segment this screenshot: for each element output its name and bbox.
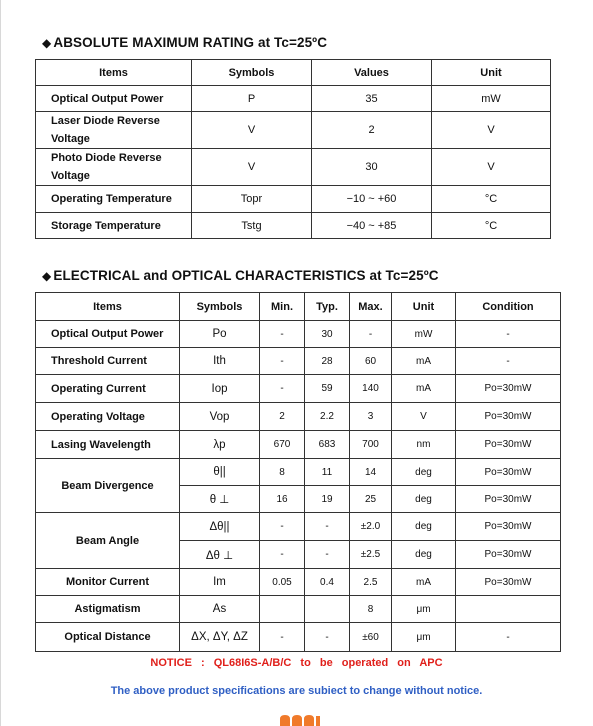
- row-typ: -: [305, 541, 350, 569]
- row-typ: 30: [305, 321, 350, 348]
- row-typ: [305, 596, 350, 623]
- row-unit: mA: [392, 569, 456, 596]
- row-symbol: Iop: [180, 375, 260, 403]
- row-min: -: [260, 541, 305, 569]
- table-row: [36, 623, 561, 652]
- table-row: [36, 213, 551, 239]
- row-value: 2: [312, 112, 432, 149]
- row-min: -: [260, 513, 305, 541]
- row-condition: -: [456, 321, 561, 348]
- row-unit: deg: [392, 513, 456, 541]
- row-condition: -: [456, 623, 561, 652]
- row-item: Operating Temperature: [36, 186, 192, 213]
- row-min: -: [260, 623, 305, 652]
- row-symbol: Δθ ⊥: [180, 541, 260, 569]
- row-max: 60: [350, 348, 392, 375]
- row-symbol: λp: [180, 431, 260, 459]
- table-row: [36, 596, 561, 623]
- row-unit: deg: [392, 541, 456, 569]
- section2-title-text: ELECTRICAL and OPTICAL CHARACTERISTICS at Tc=25ºC: [53, 268, 439, 283]
- row-value: −10 ~ +60: [312, 186, 432, 213]
- row-unit: V: [432, 112, 551, 149]
- row-item: Optical Output Power: [36, 86, 192, 112]
- table-row: [36, 569, 561, 596]
- row-condition: Po=30mW: [456, 459, 561, 486]
- row-typ: -: [305, 513, 350, 541]
- row-symbol: Δθ||: [180, 513, 260, 541]
- row-max: ±2.0: [350, 513, 392, 541]
- row-item: Beam Divergence: [36, 459, 180, 513]
- row-item: Astigmatism: [36, 596, 180, 623]
- row-condition: Po=30mW: [456, 569, 561, 596]
- row-symbol: ΔX, ΔY, ΔZ: [180, 623, 260, 652]
- row-item: Optical Output Power: [36, 321, 180, 348]
- row-unit: mA: [392, 348, 456, 375]
- row-item: Operating Current: [36, 375, 180, 403]
- row-condition: -: [456, 348, 561, 375]
- electrical-optical-table: [35, 292, 561, 652]
- notice-text: NOTICE : QL68I6S-A/B/C to be operated on APC: [150, 657, 443, 669]
- row-value: 30: [312, 149, 432, 186]
- row-condition: Po=30mW: [456, 541, 561, 569]
- header-min: Min.: [260, 293, 305, 321]
- row-item: Storage Temperature: [36, 213, 192, 239]
- row-unit: °C: [432, 213, 551, 239]
- row-unit: deg: [392, 486, 456, 513]
- row-condition: Po=30mW: [456, 486, 561, 513]
- row-max: 3: [350, 403, 392, 431]
- table-row: [36, 431, 561, 459]
- row-item: Operating Voltage: [36, 403, 180, 431]
- header-items: Items: [36, 293, 180, 321]
- row-max: ±2.5: [350, 541, 392, 569]
- row-min: 8: [260, 459, 305, 486]
- row-item: Lasing Wavelength: [36, 431, 180, 459]
- row-symbol: Im: [180, 569, 260, 596]
- row-max: 25: [350, 486, 392, 513]
- table-row: [36, 513, 561, 541]
- header-values: Values: [312, 60, 432, 86]
- row-symbol: P: [192, 86, 312, 112]
- row-unit: mW: [392, 321, 456, 348]
- row-unit: mW: [432, 86, 551, 112]
- header-symbols: Symbols: [180, 293, 260, 321]
- row-max: 2.5: [350, 569, 392, 596]
- diamond-bullet-icon: ◆: [42, 36, 52, 50]
- table-row: [36, 112, 551, 149]
- table-row: [36, 149, 551, 186]
- row-item: Threshold Current: [36, 348, 180, 375]
- row-symbol: V: [192, 112, 312, 149]
- row-condition: Po=30mW: [456, 403, 561, 431]
- row-symbol: Ith: [180, 348, 260, 375]
- company-logo: [280, 713, 320, 726]
- header-unit: Unit: [392, 293, 456, 321]
- row-min: 2: [260, 403, 305, 431]
- row-condition: [456, 596, 561, 623]
- logo-icon: [280, 713, 320, 726]
- table-row: [36, 403, 561, 431]
- row-max: 140: [350, 375, 392, 403]
- row-condition: Po=30mW: [456, 375, 561, 403]
- row-item: Laser Diode Reverse Voltage: [36, 112, 192, 149]
- table-row: [36, 348, 561, 375]
- table-row: [36, 86, 551, 112]
- row-typ: 683: [305, 431, 350, 459]
- row-typ: 2.2: [305, 403, 350, 431]
- row-max: 14: [350, 459, 392, 486]
- row-min: -: [260, 375, 305, 403]
- row-unit: °C: [432, 186, 551, 213]
- row-symbol: As: [180, 596, 260, 623]
- row-unit: μm: [392, 596, 456, 623]
- row-max: -: [350, 321, 392, 348]
- row-symbol: Topr: [192, 186, 312, 213]
- row-typ: -: [305, 623, 350, 652]
- row-min: -: [260, 321, 305, 348]
- table-header-row: [36, 60, 551, 86]
- left-border-line: [0, 0, 1, 726]
- row-typ: 0.4: [305, 569, 350, 596]
- section1-title-text: ABSOLUTE MAXIMUM RATING at Tc=25ºC: [53, 35, 328, 50]
- row-min: 16: [260, 486, 305, 513]
- row-unit: deg: [392, 459, 456, 486]
- spec-change-notice: The above product specifications are subiect to change without notice.: [110, 685, 483, 697]
- row-typ: 59: [305, 375, 350, 403]
- row-unit: mA: [392, 375, 456, 403]
- row-symbol: V: [192, 149, 312, 186]
- row-min: 670: [260, 431, 305, 459]
- table-row: [36, 375, 561, 403]
- header-condition: Condition: [456, 293, 561, 321]
- header-unit: Unit: [432, 60, 551, 86]
- row-item: Photo Diode Reverse Voltage: [36, 149, 192, 186]
- row-symbol: θ ⊥: [180, 486, 260, 513]
- row-max: 700: [350, 431, 392, 459]
- section2-title: [42, 268, 439, 283]
- row-min: -: [260, 348, 305, 375]
- header-items: Items: [36, 60, 192, 86]
- section1-title: [42, 35, 327, 50]
- row-item: Beam Angle: [36, 513, 180, 569]
- row-value: −40 ~ +85: [312, 213, 432, 239]
- row-typ: 28: [305, 348, 350, 375]
- row-unit: nm: [392, 431, 456, 459]
- row-min: [260, 596, 305, 623]
- row-typ: 11: [305, 459, 350, 486]
- row-typ: 19: [305, 486, 350, 513]
- table-row: [36, 459, 561, 486]
- row-max: 8: [350, 596, 392, 623]
- row-condition: Po=30mW: [456, 431, 561, 459]
- row-symbol: Tstg: [192, 213, 312, 239]
- table-row: [36, 321, 561, 348]
- row-unit: μm: [392, 623, 456, 652]
- diamond-bullet-icon: ◆: [42, 269, 52, 283]
- row-max: ±60: [350, 623, 392, 652]
- header-typ: Typ.: [305, 293, 350, 321]
- row-unit: V: [392, 403, 456, 431]
- header-symbols: Symbols: [192, 60, 312, 86]
- row-symbol: Vop: [180, 403, 260, 431]
- row-value: 35: [312, 86, 432, 112]
- table-row: [36, 186, 551, 213]
- row-item: Optical Distance: [36, 623, 180, 652]
- table-header-row: [36, 293, 561, 321]
- row-symbol: θ||: [180, 459, 260, 486]
- row-symbol: Po: [180, 321, 260, 348]
- row-condition: Po=30mW: [456, 513, 561, 541]
- row-unit: V: [432, 149, 551, 186]
- row-item: Monitor Current: [36, 569, 180, 596]
- header-max: Max.: [350, 293, 392, 321]
- absolute-max-rating-table: [35, 59, 551, 239]
- row-min: 0.05: [260, 569, 305, 596]
